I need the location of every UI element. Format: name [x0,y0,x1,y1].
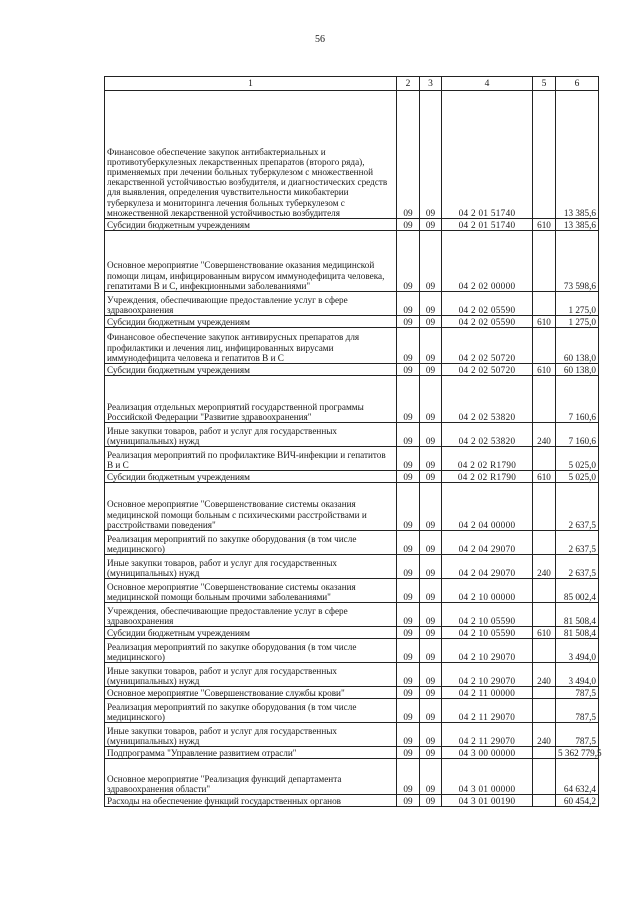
row-section-code: 09 [397,91,420,219]
row-amount: 1 275,0 [556,316,599,328]
row-target-code: 04 2 02 50720 [442,328,533,364]
row-target-code: 04 2 10 29070 [442,663,533,687]
row-description [105,687,397,699]
row-description [105,292,397,316]
row-section-code: 09 [397,316,420,328]
row-target-code: 04 2 02 00000 [442,231,533,292]
row-description [105,663,397,687]
row-expense-type: 240 [533,423,556,447]
table-row [105,376,599,423]
row-target-code: 04 2 10 05590 [442,627,533,639]
row-subsection-code: 09 [420,364,442,376]
row-expense-type [533,579,556,603]
row-description [105,364,397,376]
row-section-code: 09 [397,471,420,483]
row-amount: 13 385,6 [556,91,599,219]
row-section-code: 09 [397,292,420,316]
row-description [105,219,397,231]
table-row [105,531,599,555]
row-target-code: 04 2 02 53820 [442,423,533,447]
row-amount: 13 385,6 [556,219,599,231]
row-description [105,328,397,364]
row-amount: 7 160,6 [556,376,599,423]
row-description [105,723,397,747]
row-target-code: 04 2 02 R1790 [442,447,533,471]
table-row [105,687,599,699]
row-description-text: Финансовое обеспечение закупок антибактериальных и противотуберкулезных лекарственных препаратов (второго ряда), применяемых при лечении больных туберкулезом с множественной лекарственной устойчивостью возбудителя, и диагностических средств для выявления, определения чувствительности микобактерии туберкулеза и мониторинга лечения больных туберкулезом с множественной лекарственной устойчивостью возбудителя [107,146,388,218]
row-expense-type [533,687,556,699]
row-expense-type: 240 [533,663,556,687]
row-amount: 73 598,6 [556,231,599,292]
row-amount: 2 637,5 [556,483,599,531]
row-section-code: 09 [397,376,420,423]
row-subsection-code: 09 [420,376,442,423]
row-expense-type: 610 [533,316,556,328]
row-subsection-code: 09 [420,747,442,759]
table-row [105,364,599,376]
row-amount: 60 138,0 [556,364,599,376]
table-row [105,91,599,219]
row-subsection-code: 09 [420,471,442,483]
table-row [105,759,599,795]
row-target-code: 04 3 01 00000 [442,759,533,795]
row-target-code: 04 2 02 53820 [442,376,533,423]
row-subsection-code: 09 [420,328,442,364]
table-row [105,699,599,723]
table-row [105,316,599,328]
row-subsection-code: 09 [420,699,442,723]
row-target-code: 04 2 02 R1790 [442,471,533,483]
table-row [105,579,599,603]
row-amount: 5 025,0 [556,447,599,471]
row-amount: 1 275,0 [556,292,599,316]
table-row [105,471,599,483]
row-target-code: 04 2 04 00000 [442,483,533,531]
row-section-code: 09 [397,531,420,555]
row-subsection-code: 09 [420,579,442,603]
row-subsection-code: 09 [420,91,442,219]
row-description-text: Иные закупки товаров, работ и услуг для государственных (муниципальных) нужд [107,665,338,686]
row-subsection-code: 09 [420,316,442,328]
column-header-5: 5 [533,77,556,91]
row-expense-type [533,447,556,471]
row-description [105,231,397,292]
row-expense-type: 240 [533,723,556,747]
row-expense-type [533,699,556,723]
row-amount: 81 508,4 [556,627,599,639]
header-row [105,77,599,91]
row-amount: 787,5 [556,699,599,723]
row-subsection-code: 09 [420,687,442,699]
row-target-code: 04 2 11 29070 [442,723,533,747]
table-row [105,639,599,663]
row-description [105,376,397,423]
table-row [105,292,599,316]
row-description-text: Субсидии бюджетным учреждениям [107,316,250,327]
row-subsection-code: 09 [420,447,442,471]
table-row [105,663,599,687]
row-description-text: Учреждения, обеспечивающие предоставление услуг в сфере здравоохранения [107,605,348,626]
column-header-3: 3 [420,77,442,91]
row-expense-type: 240 [533,555,556,579]
row-target-code: 04 2 02 50720 [442,364,533,376]
row-section-code: 09 [397,483,420,531]
row-description-text: Основное мероприятие "Совершенствование системы оказания медицинской помощи больным прочими заболеваниями" [107,581,356,602]
row-description [105,555,397,579]
row-expense-type [533,747,556,759]
row-subsection-code: 09 [420,292,442,316]
row-amount: 7 160,6 [556,423,599,447]
row-target-code: 04 2 04 29070 [442,531,533,555]
table-row [105,219,599,231]
row-section-code: 09 [397,219,420,231]
row-description [105,531,397,555]
row-section-code: 09 [397,759,420,795]
row-expense-type [533,531,556,555]
row-amount: 64 632,4 [556,759,599,795]
column-header-1: 1 [105,77,397,91]
row-expense-type [533,292,556,316]
table-row [105,795,599,807]
table-row [105,747,599,759]
row-target-code: 04 2 10 29070 [442,639,533,663]
row-target-code: 04 2 02 05590 [442,316,533,328]
table-row [105,447,599,471]
row-subsection-code: 09 [420,231,442,292]
row-expense-type [533,91,556,219]
row-description [105,423,397,447]
row-target-code: 04 2 11 00000 [442,687,533,699]
row-expense-type [533,483,556,531]
row-target-code: 04 2 01 51740 [442,91,533,219]
row-description-text: Реализация мероприятий по закупке оборудования (в том числе медицинского) [107,533,357,554]
row-description-text: Иные закупки товаров, работ и услуг для государственных (муниципальных) нужд [107,725,338,746]
row-subsection-code: 09 [420,555,442,579]
column-header-2: 2 [397,77,420,91]
row-description [105,91,397,219]
row-section-code: 09 [397,699,420,723]
row-subsection-code: 09 [420,531,442,555]
row-section-code: 09 [397,795,420,807]
row-description [105,747,397,759]
row-amount: 60 138,0 [556,328,599,364]
row-description [105,627,397,639]
row-expense-type [533,759,556,795]
row-subsection-code: 09 [420,663,442,687]
row-section-code: 09 [397,639,420,663]
row-section-code: 09 [397,423,420,447]
table-row [105,723,599,747]
row-target-code: 04 2 11 29070 [442,699,533,723]
row-target-code: 04 2 02 05590 [442,292,533,316]
row-description [105,639,397,663]
row-description-text: Подпрограмма "Управление развитием отрасли" [107,747,297,758]
row-section-code: 09 [397,447,420,471]
table-body [105,91,602,807]
row-amount: 2 637,5 [556,531,599,555]
row-amount: 787,5 [556,687,599,699]
row-description-text: Основное мероприятие "Реализация функций департамента здравоохранения области" [107,773,342,794]
row-description-text: Реализация мероприятий по профилактике ВИЧ-инфекции и гепатитов В и С [107,449,386,470]
row-section-code: 09 [397,663,420,687]
row-expense-type: 610 [533,471,556,483]
row-description-text: Субсидии бюджетным учреждениям [107,364,250,375]
row-amount: 3 494,0 [556,639,599,663]
row-subsection-code: 09 [420,423,442,447]
row-description [105,603,397,627]
row-section-code: 09 [397,231,420,292]
row-target-code: 04 2 01 51740 [442,219,533,231]
table-row [105,423,599,447]
row-description [105,795,397,807]
row-description [105,471,397,483]
row-expense-type [533,328,556,364]
row-expense-type [533,376,556,423]
table-row [105,627,599,639]
row-target-code: 04 2 10 05590 [442,603,533,627]
row-description [105,316,397,328]
table-row [105,231,599,292]
row-expense-type [533,231,556,292]
row-subsection-code: 09 [420,723,442,747]
row-section-code: 09 [397,555,420,579]
row-description-text: Реализация отдельных мероприятий государственной программы Российской Федерации "Развитие здравоохранения" [107,401,364,422]
row-target-code: 04 2 10 00000 [442,579,533,603]
row-subsection-code: 09 [420,603,442,627]
row-amount: 3 494,0 [556,663,599,687]
row-description-text: Учреждения, обеспечивающие предоставление услуг в сфере здравоохранения [107,294,348,315]
row-amount: 5 025,0 [556,471,599,483]
row-section-code: 09 [397,687,420,699]
row-target-code: 04 3 01 00190 [442,795,533,807]
page-number: 56 [315,34,325,45]
table-header [105,77,599,91]
row-section-code: 09 [397,747,420,759]
row-expense-type: 610 [533,627,556,639]
row-description [105,483,397,531]
row-subsection-code: 09 [420,627,442,639]
row-description-text: Реализация мероприятий по закупке оборудования (в том числе медицинского) [107,701,357,722]
row-description-text: Основное мероприятие "Совершенствование службы крови" [107,687,345,698]
table-row [105,555,599,579]
row-section-code: 09 [397,603,420,627]
row-description-text: Расходы на обеспечение функций государственных органов [107,795,342,806]
row-amount: 5 362 779,5 [556,747,599,759]
row-amount: 2 637,5 [556,555,599,579]
row-description-text: Основное мероприятие "Совершенствование системы оказания медицинской помощи больным с психическими расстройствами и расстройствами поведения" [107,499,367,530]
row-description-text: Иные закупки товаров, работ и услуг для государственных (муниципальных) нужд [107,425,338,446]
row-description-text: Субсидии бюджетным учреждениям [107,627,250,638]
row-expense-type: 610 [533,219,556,231]
row-amount: 787,5 [556,723,599,747]
row-description-text: Финансовое обеспечение закупок антивирусных препаратов для профилактики и лечения лиц, инфицированных вирусами иммунодефицита человека и гепатитов В и С [107,332,360,363]
row-subsection-code: 09 [420,795,442,807]
row-description [105,579,397,603]
row-section-code: 09 [397,328,420,364]
row-description [105,759,397,795]
row-subsection-code: 09 [420,219,442,231]
column-header-4: 4 [442,77,533,91]
row-expense-type [533,603,556,627]
row-description-text: Субсидии бюджетным учреждениям [107,471,250,482]
row-target-code: 04 2 04 29070 [442,555,533,579]
row-expense-type [533,639,556,663]
row-amount: 85 002,4 [556,579,599,603]
table-row [105,603,599,627]
row-target-code: 04 3 00 00000 [442,747,533,759]
row-amount: 60 454,2 [556,795,599,807]
row-description-text: Основное мероприятие "Совершенствование оказания медицинской помощи лицам, инфицированным вирусом иммунодефицита человека, гепатитами В и С, инфекционными заболеваниями" [107,260,385,291]
row-section-code: 09 [397,579,420,603]
row-description [105,447,397,471]
row-subsection-code: 09 [420,759,442,795]
row-description-text: Реализация мероприятий по закупке оборудования (в том числе медицинского) [107,641,357,662]
row-expense-type: 610 [533,364,556,376]
table-row [105,328,599,364]
row-description-text: Субсидии бюджетным учреждениям [107,219,250,230]
row-subsection-code: 09 [420,483,442,531]
row-amount: 81 508,4 [556,603,599,627]
row-description [105,699,397,723]
row-subsection-code: 09 [420,639,442,663]
row-expense-type [533,795,556,807]
row-section-code: 09 [397,364,420,376]
budget-table [104,76,602,807]
row-section-code: 09 [397,723,420,747]
table-row [105,483,599,531]
row-section-code: 09 [397,627,420,639]
row-description-text: Иные закупки товаров, работ и услуг для государственных (муниципальных) нужд [107,557,338,578]
column-header-6: 6 [556,77,599,91]
